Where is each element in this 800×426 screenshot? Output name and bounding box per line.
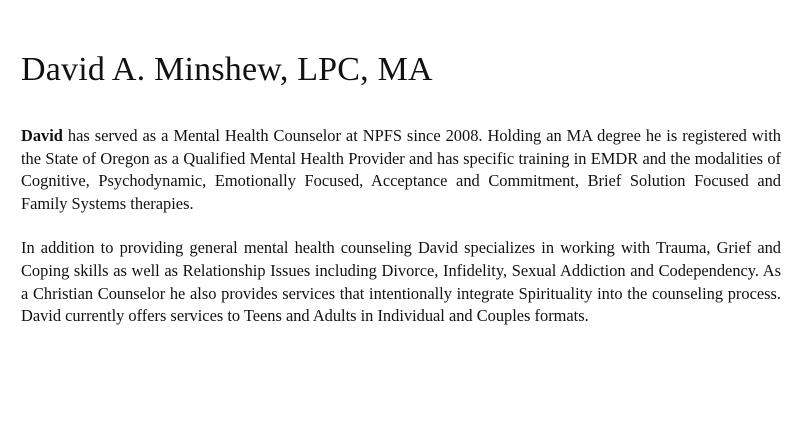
page-title: David A. Minshew, LPC, MA	[21, 51, 433, 88]
bio-paragraph-1-text: has served as a Mental Health Counselor at NPFS since 2008. Holding an MA degree he is registered with the State of Oregon as a Qualified Mental Health Provider and has specific training in EMDR and the modalities of Cognitive, Psychodynamic, Emotionally Focused, Acceptance and Commitment, Brief Solution Focused and Family Systems therapies.	[21, 126, 781, 213]
bio-paragraph-2: In addition to providing general mental health counseling David specializes in working with Trauma, Grief and Coping skills as well as Relationship Issues including Divorce, Infidelity, Sexual Addiction and Codependency. As a Christian Counselor he also provides services that intentionally integrate Spirituality into the counseling process. David currently offers services to Teens and Adults in Individual and Couples formats.	[21, 238, 781, 326]
bio-name-bold: David	[21, 126, 63, 145]
profile-page	[21, 48, 781, 328]
bio-paragraph-1	[21, 125, 781, 215]
